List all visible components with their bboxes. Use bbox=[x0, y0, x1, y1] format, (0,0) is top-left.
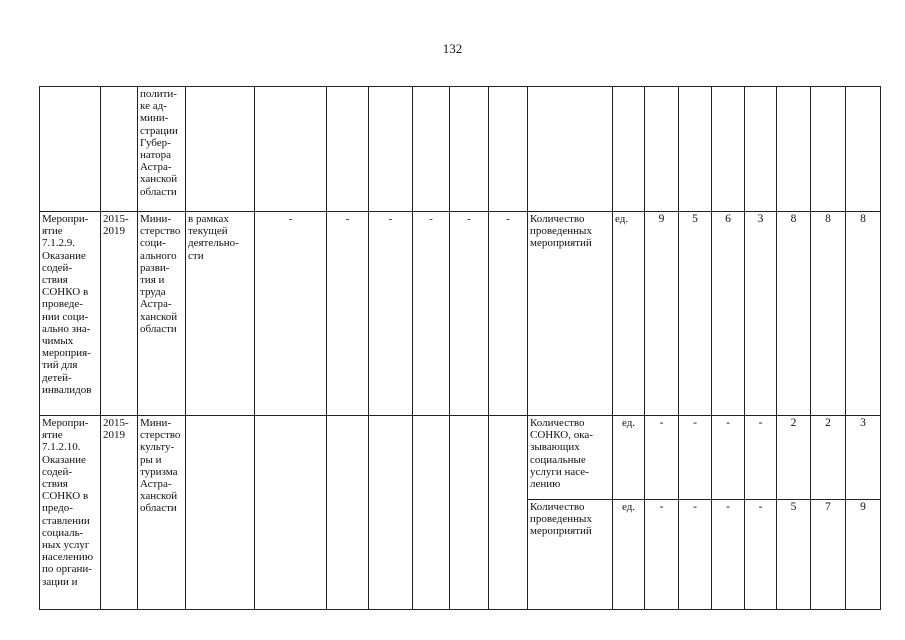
cell-value: 6 bbox=[712, 212, 745, 416]
cell-empty bbox=[613, 87, 645, 212]
cell-period: 2015- 2019 bbox=[101, 416, 138, 610]
cell-empty bbox=[712, 87, 745, 212]
cell-empty bbox=[645, 87, 679, 212]
cell-empty bbox=[745, 87, 777, 212]
cell-value: - bbox=[679, 416, 712, 500]
cell-empty bbox=[811, 87, 846, 212]
cell-value: 5 bbox=[777, 500, 811, 610]
cell-empty bbox=[413, 416, 450, 610]
cell-empty bbox=[489, 87, 528, 212]
cell-indicator: Количество СОНКО, ока- зывающих социальные услуги насе- лению bbox=[528, 416, 613, 500]
cell-empty bbox=[369, 87, 413, 212]
cell-value: 9 bbox=[645, 212, 679, 416]
program-table bbox=[39, 86, 881, 610]
cell-value: 2 bbox=[777, 416, 811, 500]
cell-empty bbox=[450, 87, 489, 212]
cell-funding: - bbox=[327, 212, 369, 416]
cell-empty bbox=[846, 87, 881, 212]
table-row-7-1-2-9 bbox=[40, 212, 881, 416]
cell-value: - bbox=[745, 416, 777, 500]
cell-activity-name: Меропри- ятие 7.1.2.9. Оказание содей- ствия СОНКО в проведе- нии соци- ально зна- чимых мероприя- тий для детей- инвалидов bbox=[40, 212, 101, 416]
cell-value: - bbox=[712, 416, 745, 500]
cell-value: 3 bbox=[745, 212, 777, 416]
cell-value: 3 bbox=[846, 416, 881, 500]
cell-unit: ед. bbox=[613, 212, 645, 416]
cell-executor-continued: полити- ке ад- мини- страции Губер- натора Астра- ханской области bbox=[138, 87, 186, 212]
cell-empty bbox=[255, 87, 327, 212]
cell-empty bbox=[327, 87, 369, 212]
table-row-7-1-2-10 bbox=[40, 416, 881, 500]
cell-empty bbox=[186, 87, 255, 212]
cell-value: 5 bbox=[679, 212, 712, 416]
cell-value: - bbox=[712, 500, 745, 610]
cell-indicator: Количество проведенных мероприятий bbox=[528, 212, 613, 416]
cell-value: 8 bbox=[846, 212, 881, 416]
cell-value: 9 bbox=[846, 500, 881, 610]
cell-executor: Мини- стерство культу- ры и туризма Астра- ханской области bbox=[138, 416, 186, 610]
cell-period: 2015- 2019 bbox=[101, 212, 138, 416]
cell-funding-source: в рамках текущей деятельно- сти bbox=[186, 212, 255, 416]
cell-empty bbox=[413, 87, 450, 212]
cell-funding: - bbox=[255, 212, 327, 416]
cell-value: 2 bbox=[811, 416, 846, 500]
cell-empty bbox=[186, 416, 255, 610]
table-row-continued bbox=[40, 87, 881, 212]
cell-funding: - bbox=[369, 212, 413, 416]
cell-empty bbox=[369, 416, 413, 610]
cell-value: 8 bbox=[777, 212, 811, 416]
cell-empty bbox=[777, 87, 811, 212]
cell-funding: - bbox=[489, 212, 528, 416]
cell-empty bbox=[450, 416, 489, 610]
cell-empty bbox=[327, 416, 369, 610]
cell-empty bbox=[528, 87, 613, 212]
cell-executor: Мини- стерство соци- ального разви- тия и труда Астра- ханской области bbox=[138, 212, 186, 416]
cell-funding: - bbox=[413, 212, 450, 416]
cell-value: - bbox=[645, 416, 679, 500]
cell-value: - bbox=[645, 500, 679, 610]
cell-indicator: Количество проведенных мероприятий bbox=[528, 500, 613, 610]
cell-unit: ед. bbox=[613, 500, 645, 610]
cell-activity-name: Меропри- ятие 7.1.2.10. Оказание содей- ствия СОНКО в предо- ставлении социаль- ных услуг населению по органи- зации и bbox=[40, 416, 101, 610]
cell-value: 7 bbox=[811, 500, 846, 610]
cell-value: 8 bbox=[811, 212, 846, 416]
cell-empty bbox=[489, 416, 528, 610]
cell-unit: ед. bbox=[613, 416, 645, 500]
cell-value: - bbox=[745, 500, 777, 610]
page-number: 132 bbox=[442, 41, 463, 56]
cell-value: - bbox=[679, 500, 712, 610]
cell-funding: - bbox=[450, 212, 489, 416]
cell-empty bbox=[679, 87, 712, 212]
cell-empty bbox=[255, 416, 327, 610]
cell-period-empty bbox=[101, 87, 138, 212]
cell-name-empty bbox=[40, 87, 101, 212]
